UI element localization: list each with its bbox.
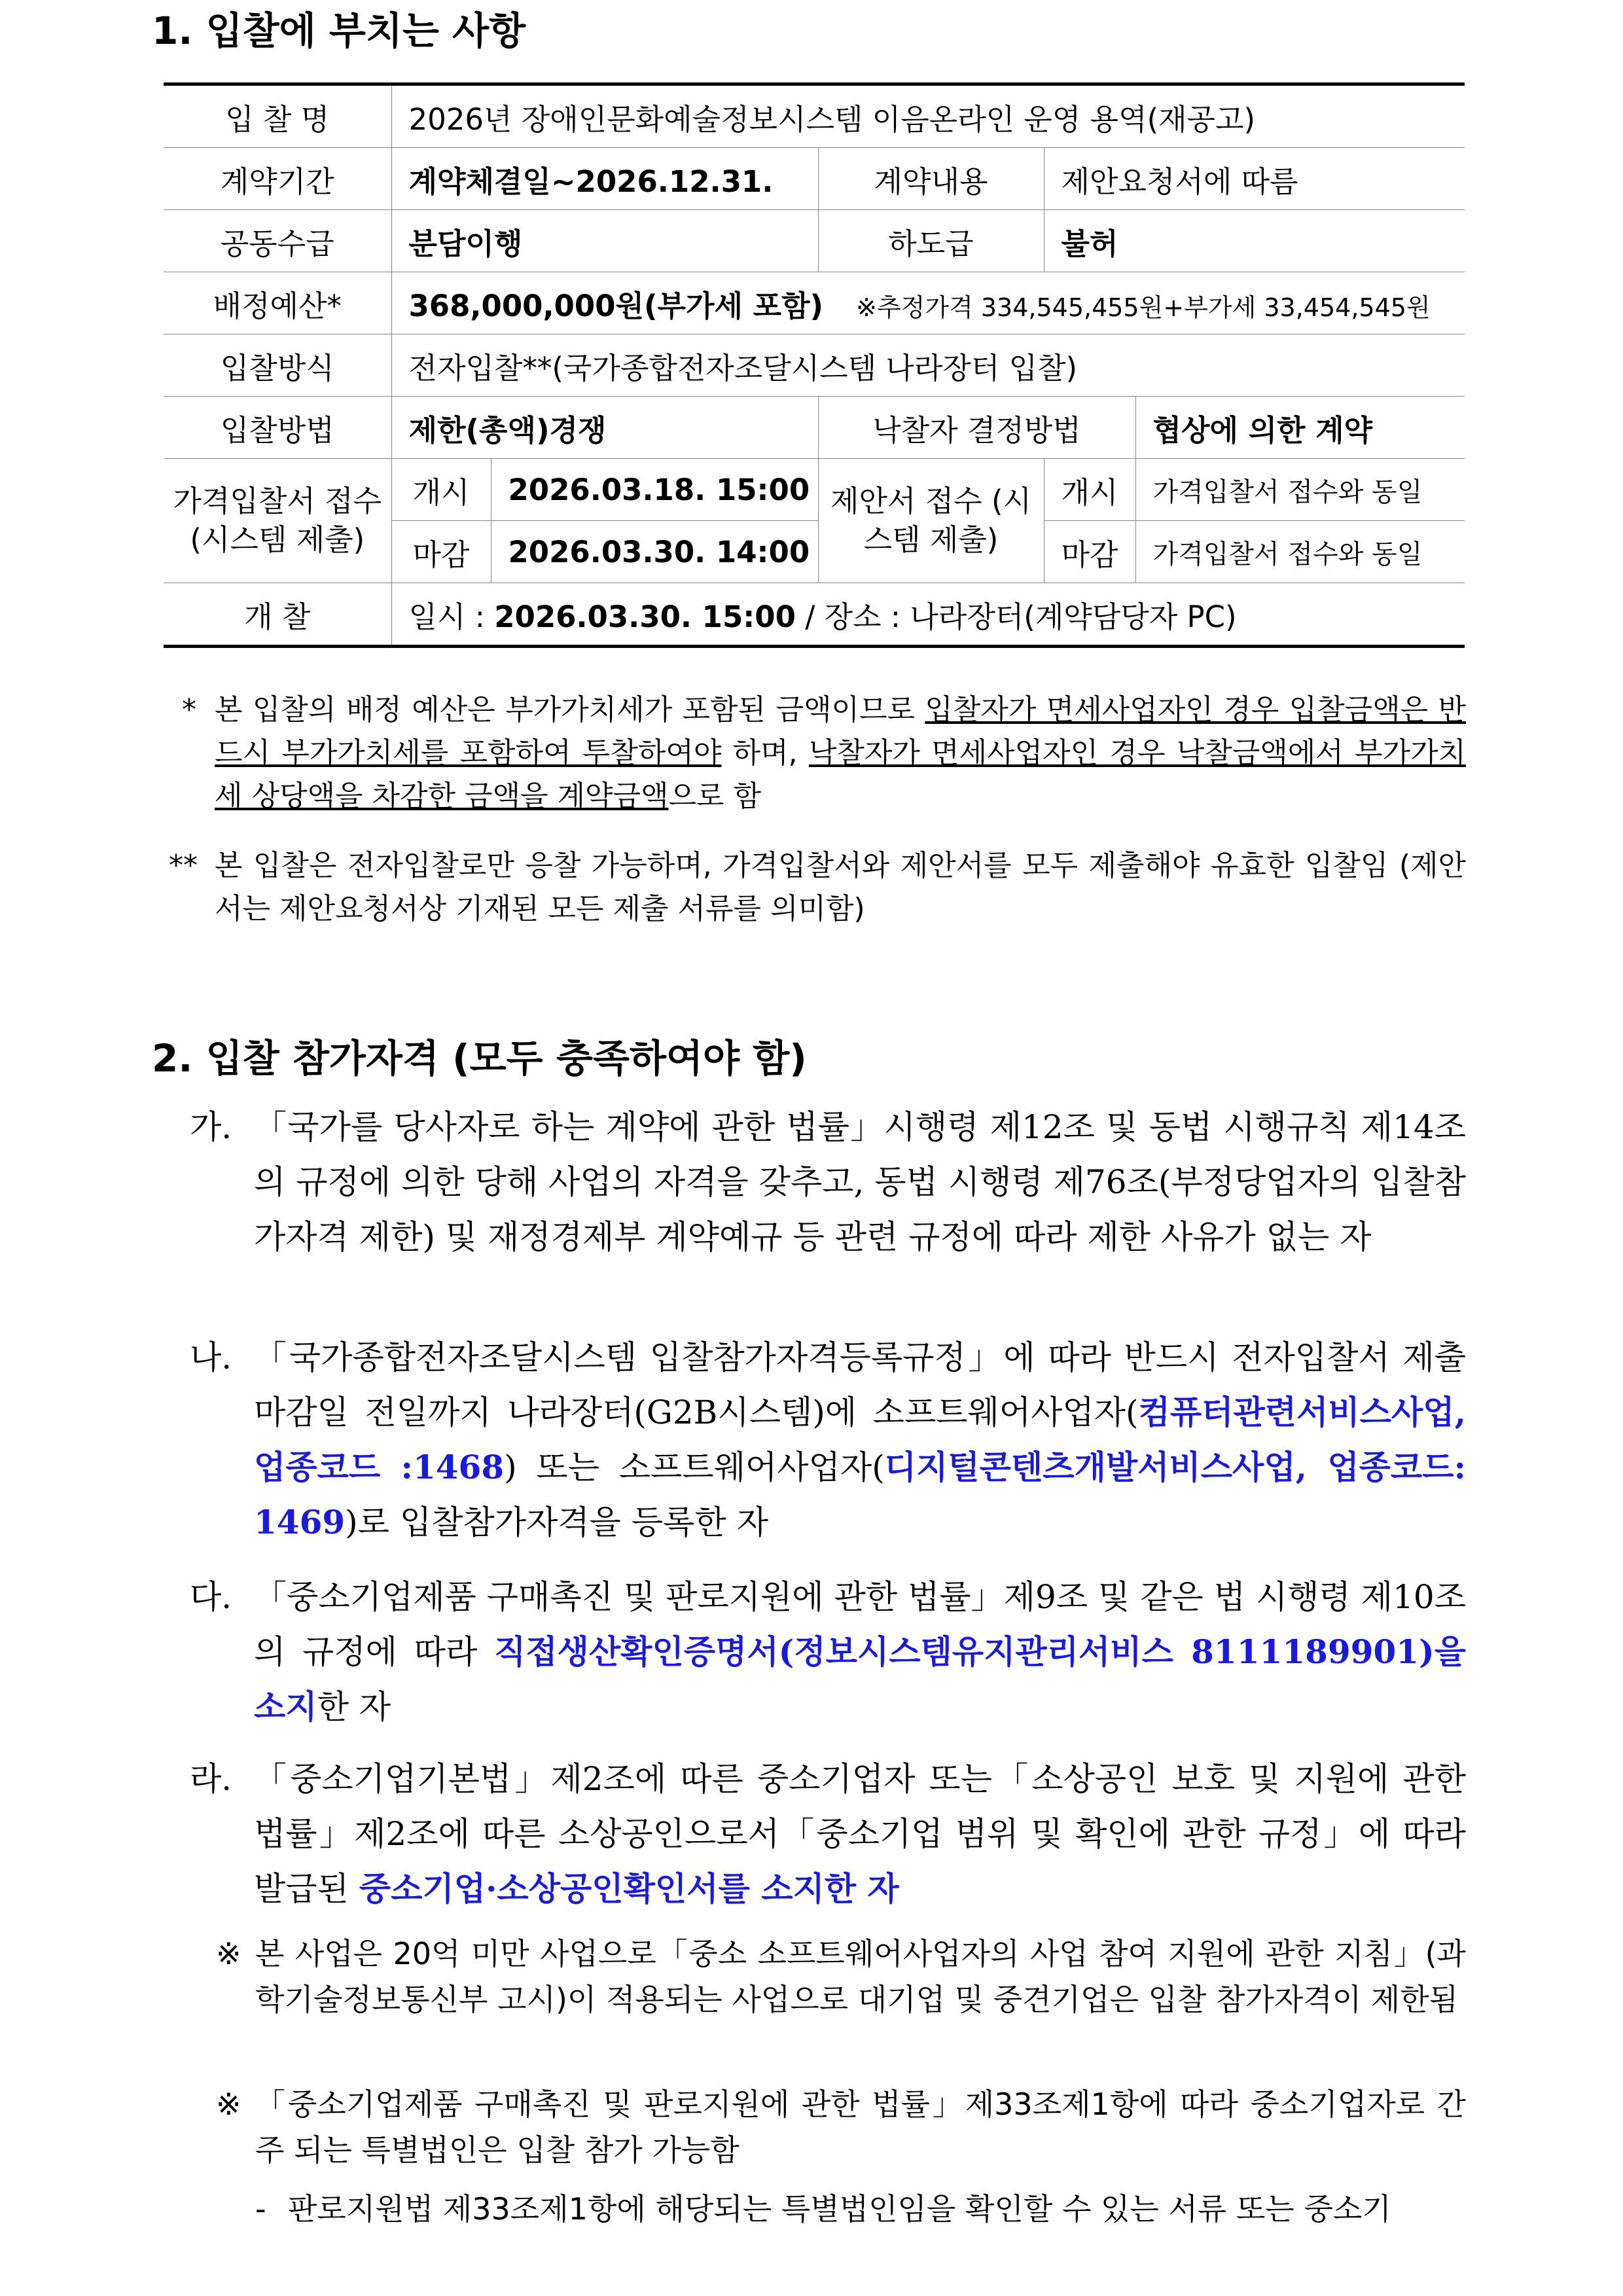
footnote-underlined: 낙찰자가 면세사업자인 경우 낙찰금액에서 부가가치세 상당액을 차감한 금액을 계약금액 [215,736,1467,813]
opening-suffix: / 장소 : 나라장터(계약담당자 PC) [795,599,1237,634]
item-highlight: 컴퓨터관련서비스사업, 업종코드 :1468 [254,1393,1466,1486]
footnote-marker: * [182,693,196,726]
price-close-time: 2026.03.30. 14:00 [491,521,818,583]
project-name: 2026년 장애인문화예술정보시스템 이음온라인 운영 용역(재공고) [391,84,1465,148]
section1-title: 1. 입찰에 부치는 사항 [152,9,526,53]
row-label: 개 찰 [164,583,391,647]
item-text-part: 「중소기업제품 구매촉진 및 판로지원에 관한 법률」제9조 및 같은 법 시행령 제10조의 규정에 따라 [254,1578,1466,1671]
table-row [164,84,1465,148]
list-item [190,1751,1466,1916]
opening-info [391,583,1465,647]
row-label: 개시 [1044,459,1135,521]
table-row [164,334,1465,397]
opening-time: 2026.03.30. 15:00 [494,599,796,634]
price-open-time: 2026.03.18. 15:00 [491,459,818,521]
table-row [164,148,1465,210]
note-item [255,2186,1466,2232]
note-marker: ※ [216,2087,241,2122]
row-label: 하도급 [818,210,1044,272]
footnote-text: 본 입찰은 전자입찰로만 응찰 가능하며, 가격입찰서와 제안서를 모두 제출해야 유효한 입찰임 (제안서는 제안요청서상 기재된 모든 제출 서류를 의미함) [215,849,1466,925]
proposal-close-time: 가격입찰서 접수와 동일 [1135,521,1465,583]
bid-way: 제한(총액)경쟁 [391,397,818,459]
item-text [254,1570,1466,1734]
row-label: 마감 [1044,521,1135,583]
joint-supply: 분담이행 [391,210,818,272]
footnote-underlined: 입찰자가 면세사업자인 경우 입찰금액은 반드시 부가가치세를 포함하여 투찰하여야 [215,693,1467,770]
row-label: 계약기간 [164,148,391,210]
footnote-marker: ** [169,849,198,882]
footnote-electronic [169,844,1466,931]
opening-prefix: 일시 : [408,599,495,634]
list-item [190,1330,1466,1550]
item-text-part: )로 입찰참가자격을 등록한 자 [345,1503,768,1541]
item-text-part: 「국가종합전자조달시스템 입찰참가자격등록규정」에 따라 반드시 전자입찰서 제출 마감일 전일까지 나라장터(G2B시스템)에 소프트웨어사업자( [254,1338,1466,1431]
item-marker: 라. [190,1760,232,1798]
note-text: 본 사업은 20억 미만 사업으로「중소 소프트웨어사업자의 사업 참여 지원에 관한 지침」(과학기술정보통신부 고시)이 적용되는 사업으로 대기업 및 중견기업은 입찰 참가자격이 제한됨 [255,1936,1466,2017]
decision-method: 협상에 의한 계약 [1135,397,1465,459]
item-text-part: ) 또는 소프트웨어사업자( [504,1448,885,1486]
proposal-open-time: 가격입찰서 접수와 동일 [1135,459,1465,521]
item-text: 「국가를 당사자로 하는 계약에 관한 법률」시행령 제12조 및 동법 시행규칙 제14조의 규정에 의한 당해 사업의 자격을 갖추고, 동법 시행령 제76조(부정당업자의 입찰참가자격 제한) 및 재정경제부 계약예규 등 관련 규정에 따라 제한 사유가 없는 자 [254,1108,1466,1256]
row-label: 배정예산* [164,272,391,334]
note-marker: ※ [216,1936,241,1971]
item-marker: 가. [190,1108,232,1146]
budget-cell [391,272,1465,334]
footnote-text: 본 입찰의 배정 예산은 부가가치세가 포함된 금액이므로 [215,693,925,726]
note-item [216,1931,1466,2022]
section2-title: 2. 입찰 참가자격 (모두 충족하여야 함) [152,1036,807,1081]
bid-info-table [164,82,1465,648]
row-label: 입찰방법 [164,397,391,459]
row-label: 입찰방식 [164,334,391,397]
item-text [254,1330,1466,1550]
table-row [164,210,1465,272]
row-label: 제안서 접수 (시스템 제출) [818,459,1044,583]
note-marker: - [255,2191,266,2227]
note-item [216,2081,1466,2173]
footnote-text: 하며, [721,736,809,770]
item-highlight: 디지털콘텐츠개발서비스사업, 업종코드: 1469 [254,1448,1466,1541]
row-label: 개시 [391,459,491,521]
row-label: 계약내용 [818,148,1044,210]
item-text-part: 한 자 [317,1688,391,1726]
footnote-text: 으로 함 [668,780,762,813]
item-text-part: 「중소기업기본법」제2조에 따른 중소기업자 또는「소상공인 보호 및 지원에 관한 법률」제2조에 따른 소상공인으로서「중소기업 범위 및 확인에 관한 규정」에 따라 발급된 [254,1760,1466,1908]
list-item [190,1570,1466,1734]
table-row [164,583,1465,647]
row-label: 입 찰 명 [164,84,391,148]
contract-content: 제안요청서에 따름 [1044,148,1465,210]
list-item [190,1100,1466,1265]
note-text: 「중소기업제품 구매촉진 및 판로지원에 관한 법률」제33조제1항에 따라 중소기업자로 간주 되는 특별법인은 입찰 참가 가능함 [255,2087,1466,2168]
row-label: 공동수급 [164,210,391,272]
row-label: 낙찰자 결정방법 [818,397,1135,459]
item-marker: 나. [190,1338,232,1376]
footnote-budget [182,689,1466,818]
table-row [164,272,1465,334]
subcontract: 불허 [1044,210,1465,272]
item-highlight: 중소기업·소상공인확인서를 소지한 자 [359,1869,899,1908]
note-text: 판로지원법 제33조제1항에 해당되는 특별법인임을 확인할 수 있는 서류 또는 중소기 [288,2191,1391,2227]
bid-method: 전자입찰**(국가종합전자조달시스템 나라장터 입찰) [391,334,1465,397]
row-label: 마감 [391,521,491,583]
item-marker: 다. [190,1578,232,1616]
budget-value: 368,000,000원(부가세 포함) [408,288,824,323]
contract-period: 계약체결일~2026.12.31. [391,148,818,210]
table-row [164,397,1465,459]
row-label: 가격입찰서 접수 (시스템 제출) [164,459,391,583]
item-highlight: 직접생산확인증명서(정보시스템유지관리서비스 8111189901)을 소지 [254,1632,1466,1726]
item-text [254,1751,1466,1916]
budget-note: ※추정가격 334,545,455원+부가세 33,454,545원 [856,293,1431,322]
table-row [164,459,1465,521]
